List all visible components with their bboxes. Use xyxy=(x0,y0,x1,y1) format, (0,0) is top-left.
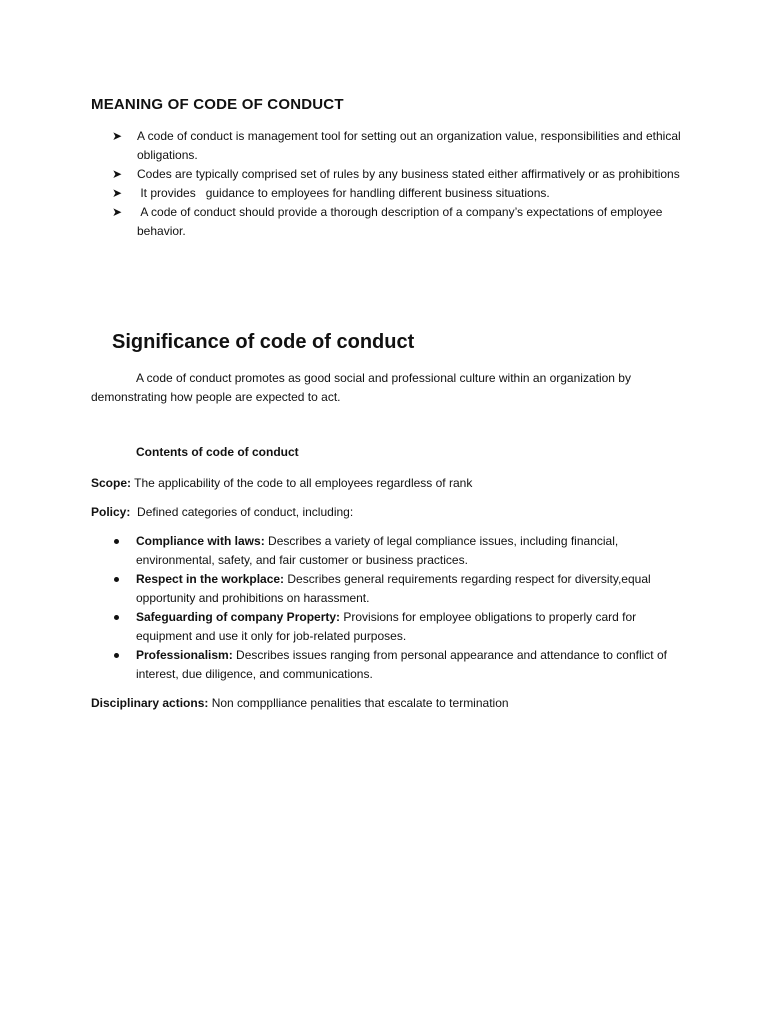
category-text: Provisions for employee obligations to properly card for equipment and use it only for job-related purposes. xyxy=(136,610,637,643)
contents-heading: Contents of code of conduct xyxy=(136,445,299,459)
section-heading-meaning: MEANING OF CODE OF CONDUCT xyxy=(91,96,344,113)
policy-line xyxy=(91,503,353,522)
list-item xyxy=(112,608,692,646)
significance-paragraph: A code of conduct promotes as good social and professional culture within an organization by demonstrating how people are expected to act. xyxy=(91,371,631,404)
bullet-dot-icon xyxy=(114,539,119,544)
arrow-bullet-icon: ➤ xyxy=(112,186,123,200)
category-label: Safeguarding of company Property: xyxy=(136,610,341,624)
list-item xyxy=(112,570,692,608)
list-item-text: It provides guidance to employees for handling different business situations. xyxy=(137,186,550,200)
category-text: Describes issues ranging from personal appearance and attendance to conflict of interest, due diligence, and communications. xyxy=(136,648,667,681)
disciplinary-line xyxy=(91,694,509,713)
conduct-categories-list xyxy=(112,532,692,684)
section-heading-significance: Significance of code of conduct xyxy=(112,331,415,353)
arrow-bullet-icon: ➤ xyxy=(112,205,123,219)
scope-label: Scope: xyxy=(91,476,132,490)
policy-text: Defined categories of conduct, including: xyxy=(130,505,354,519)
category-label: Professionalism: xyxy=(136,648,233,662)
arrow-bullet-icon: ➤ xyxy=(112,129,123,143)
list-item xyxy=(112,127,692,165)
meaning-list xyxy=(112,127,692,241)
bullet-dot-icon xyxy=(114,653,119,658)
category-label: Compliance with laws: xyxy=(136,534,265,548)
bullet-dot-icon xyxy=(114,577,119,582)
category-text: Describes general requirements regarding respect for diversity,equal opportunity and prohibitions on harassment. xyxy=(136,572,651,605)
list-item xyxy=(112,646,692,684)
scope-line xyxy=(91,474,472,493)
list-item xyxy=(112,203,692,241)
category-label: Respect in the workplace: xyxy=(136,572,285,586)
list-item xyxy=(112,165,692,184)
list-item-text: Codes are typically comprised set of rules by any business stated either affirmatively or as prohibitions xyxy=(137,167,680,181)
scope-text: The applicability of the code to all employees regardless of rank xyxy=(131,476,473,490)
policy-label: Policy: xyxy=(91,505,131,519)
list-item-text: A code of conduct is management tool for setting out an organization value, responsibilities and ethical obligations. xyxy=(137,129,681,162)
disciplinary-label: Disciplinary actions: xyxy=(91,696,209,710)
arrow-bullet-icon: ➤ xyxy=(112,167,123,181)
category-text: Describes a variety of legal compliance issues, including financial, environmental, safety, and fair customer or business practices. xyxy=(136,534,619,567)
disciplinary-text: Non compplliance penalities that escalate to termination xyxy=(208,696,509,710)
list-item xyxy=(112,532,692,570)
list-item xyxy=(112,184,692,203)
bullet-dot-icon xyxy=(114,615,119,620)
list-item-text: A code of conduct should provide a thorough description of a company’s expectations of employee behavior. xyxy=(137,205,666,238)
